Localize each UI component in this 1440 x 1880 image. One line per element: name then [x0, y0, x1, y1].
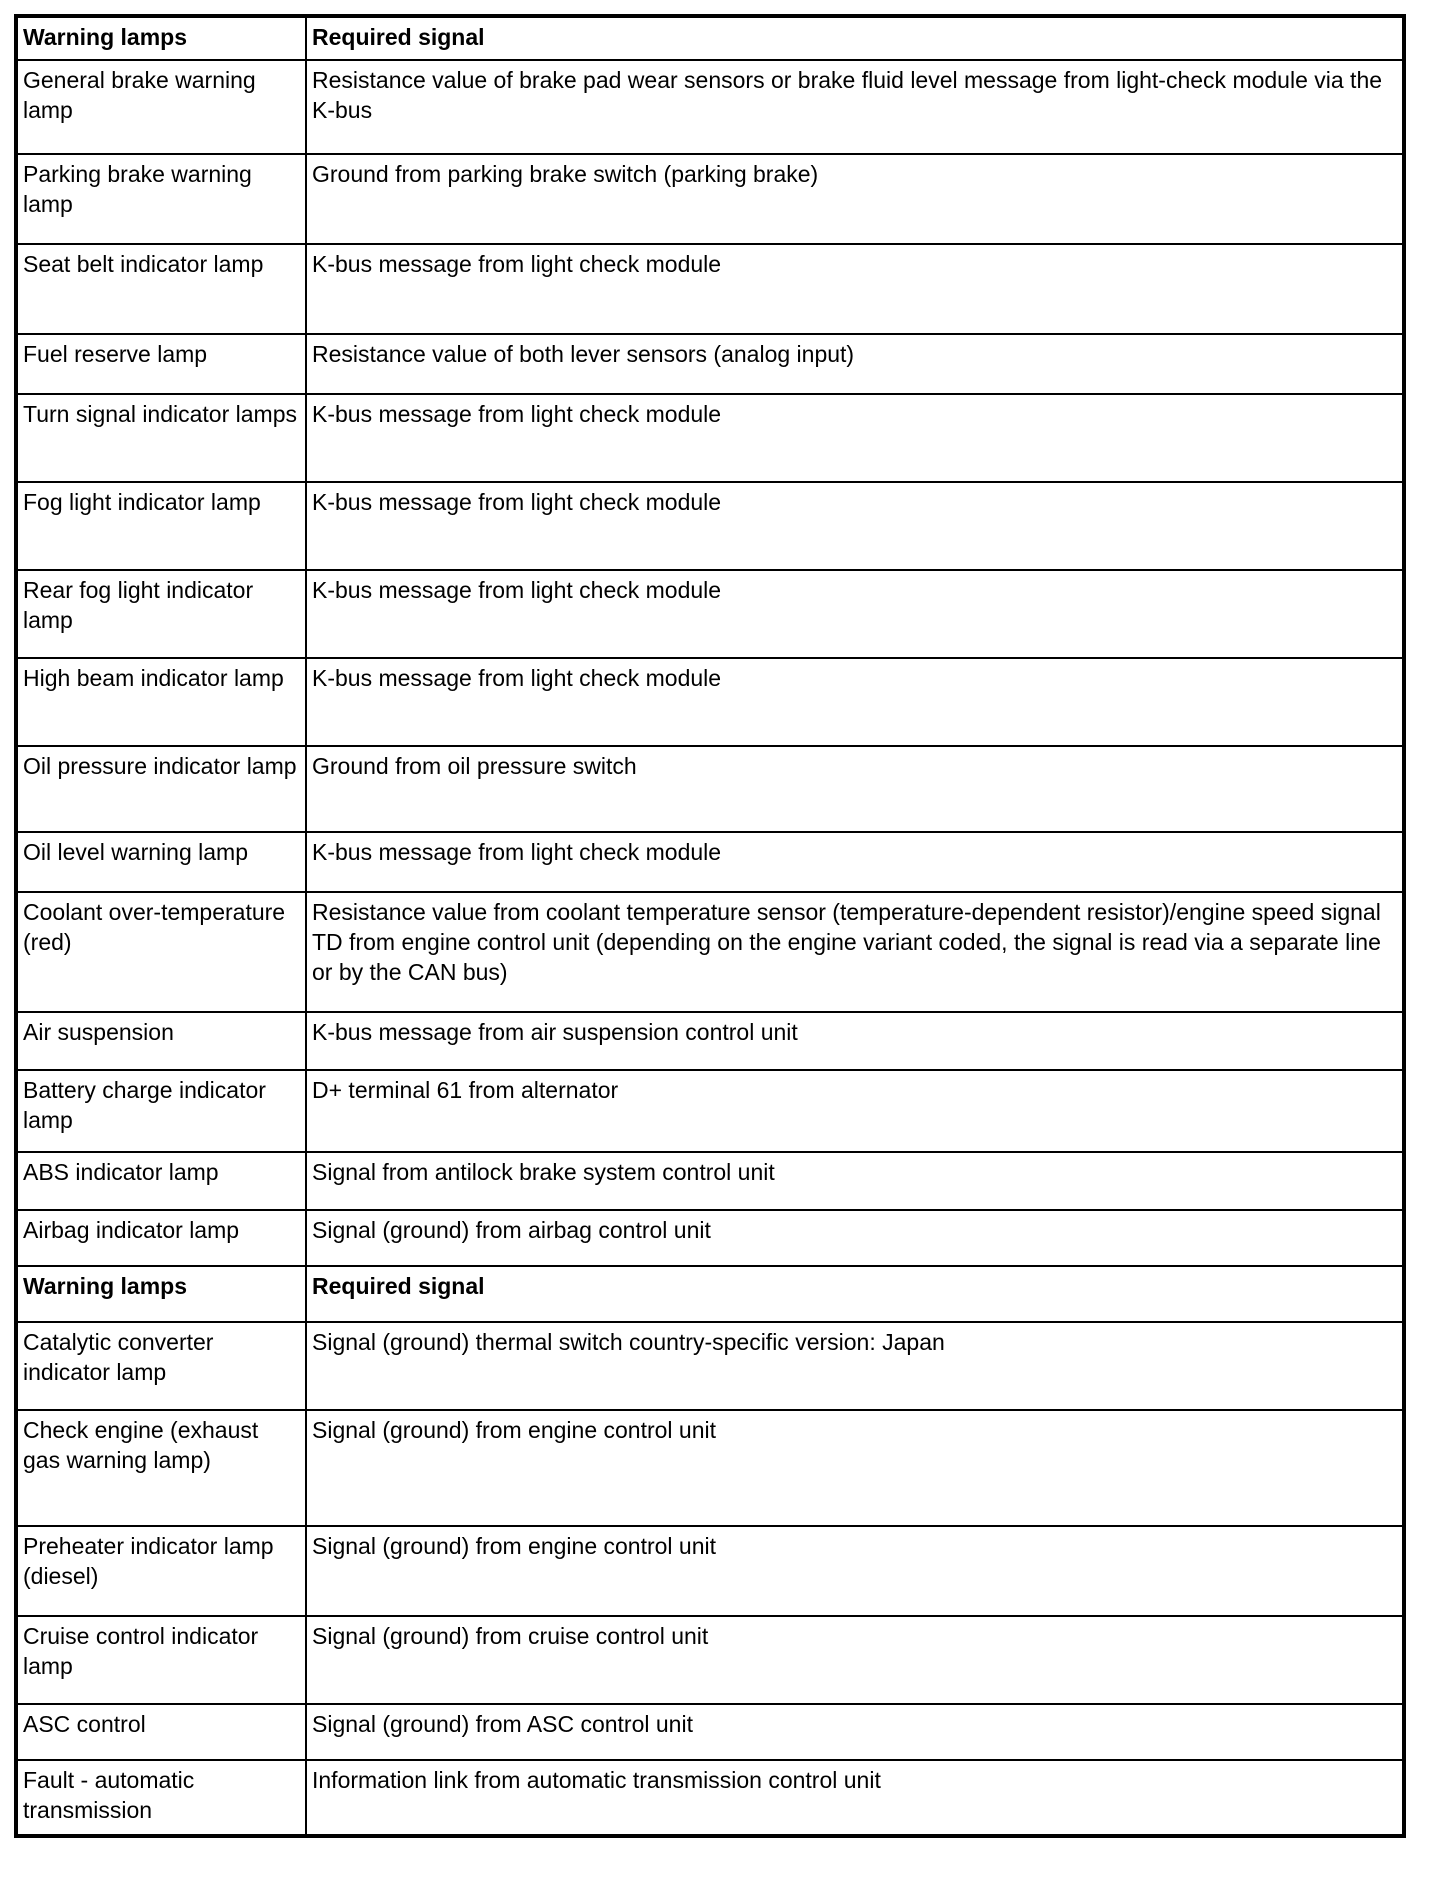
- warning-lamps-table: [14, 14, 1406, 1838]
- signal-cell: K-bus message from light check module: [306, 244, 1404, 334]
- signal-cell: Resistance value of brake pad wear sensors or brake fluid level message from light-check module via the K-bus: [306, 60, 1404, 154]
- header-warning-lamps-2: Warning lamps: [16, 1266, 306, 1322]
- lamp-cell: Fault - automatic transmission: [16, 1760, 306, 1836]
- table-row: [16, 1704, 1404, 1760]
- table-row: [16, 1616, 1404, 1704]
- table-row: [16, 394, 1404, 482]
- header-required-signal: Required signal: [306, 16, 1404, 60]
- table-header-row: [16, 16, 1404, 60]
- signal-cell: K-bus message from light check module: [306, 394, 1404, 482]
- signal-cell: K-bus message from light check module: [306, 482, 1404, 570]
- table-row: [16, 570, 1404, 658]
- table-row: [16, 892, 1404, 1012]
- lamp-cell: Seat belt indicator lamp: [16, 244, 306, 334]
- table-row: [16, 1526, 1404, 1616]
- signal-cell: Resistance value of both lever sensors (analog input): [306, 334, 1404, 394]
- table-row: [16, 1012, 1404, 1070]
- signal-cell: Ground from oil pressure switch: [306, 746, 1404, 832]
- signal-cell: K-bus message from light check module: [306, 570, 1404, 658]
- table-row: [16, 334, 1404, 394]
- signal-cell: Signal (ground) from ASC control unit: [306, 1704, 1404, 1760]
- table-row: [16, 482, 1404, 570]
- table-row: [16, 1210, 1404, 1266]
- signal-cell: K-bus message from light check module: [306, 658, 1404, 746]
- signal-cell: Information link from automatic transmission control unit: [306, 1760, 1404, 1836]
- signal-cell: Signal (ground) from airbag control unit: [306, 1210, 1404, 1266]
- table-row: [16, 658, 1404, 746]
- lamp-cell: Check engine (exhaust gas warning lamp): [16, 1410, 306, 1526]
- lamp-cell: Air suspension: [16, 1012, 306, 1070]
- lamp-cell: Coolant over-temperature (red): [16, 892, 306, 1012]
- header-warning-lamps: Warning lamps: [16, 16, 306, 60]
- lamp-cell: Oil level warning lamp: [16, 832, 306, 892]
- header-required-signal-2: Required signal: [306, 1266, 1404, 1322]
- signal-cell: K-bus message from light check module: [306, 832, 1404, 892]
- signal-cell: Signal (ground) from cruise control unit: [306, 1616, 1404, 1704]
- table-row: [16, 154, 1404, 244]
- lamp-cell: High beam indicator lamp: [16, 658, 306, 746]
- signal-cell: K-bus message from air suspension control unit: [306, 1012, 1404, 1070]
- lamp-cell: Oil pressure indicator lamp: [16, 746, 306, 832]
- signal-cell: D+ terminal 61 from alternator: [306, 1070, 1404, 1152]
- table-row: [16, 746, 1404, 832]
- lamp-cell: Fog light indicator lamp: [16, 482, 306, 570]
- signal-cell: Resistance value from coolant temperature sensor (temperature-dependent resistor)/engine speed signal TD from engine control unit (depending on the engine variant coded, the signal is read via a separate line or by the CAN bus): [306, 892, 1404, 1012]
- lamp-cell: Cruise control indicator lamp: [16, 1616, 306, 1704]
- table-row: [16, 1152, 1404, 1210]
- lamp-cell: General brake warning lamp: [16, 60, 306, 154]
- lamp-cell: ASC control: [16, 1704, 306, 1760]
- lamp-cell: Parking brake warning lamp: [16, 154, 306, 244]
- table-row: [16, 1760, 1404, 1836]
- table-row: [16, 244, 1404, 334]
- lamp-cell: Turn signal indicator lamps: [16, 394, 306, 482]
- signal-cell: Signal (ground) from engine control unit: [306, 1526, 1404, 1616]
- signal-cell: Signal (ground) thermal switch country-specific version: Japan: [306, 1322, 1404, 1410]
- table-row: [16, 1070, 1404, 1152]
- signal-cell: Signal (ground) from engine control unit: [306, 1410, 1404, 1526]
- lamp-cell: Airbag indicator lamp: [16, 1210, 306, 1266]
- signal-cell: Ground from parking brake switch (parking brake): [306, 154, 1404, 244]
- signal-cell: Signal from antilock brake system control unit: [306, 1152, 1404, 1210]
- lamp-cell: Catalytic converter indicator lamp: [16, 1322, 306, 1410]
- table-header-row-repeat: [16, 1266, 1404, 1322]
- lamp-cell: Battery charge indicator lamp: [16, 1070, 306, 1152]
- table-row: [16, 60, 1404, 154]
- lamp-cell: Preheater indicator lamp (diesel): [16, 1526, 306, 1616]
- lamp-cell: Rear fog light indicator lamp: [16, 570, 306, 658]
- table-row: [16, 1322, 1404, 1410]
- table-row: [16, 832, 1404, 892]
- table-row: [16, 1410, 1404, 1526]
- lamp-cell: Fuel reserve lamp: [16, 334, 306, 394]
- lamp-cell: ABS indicator lamp: [16, 1152, 306, 1210]
